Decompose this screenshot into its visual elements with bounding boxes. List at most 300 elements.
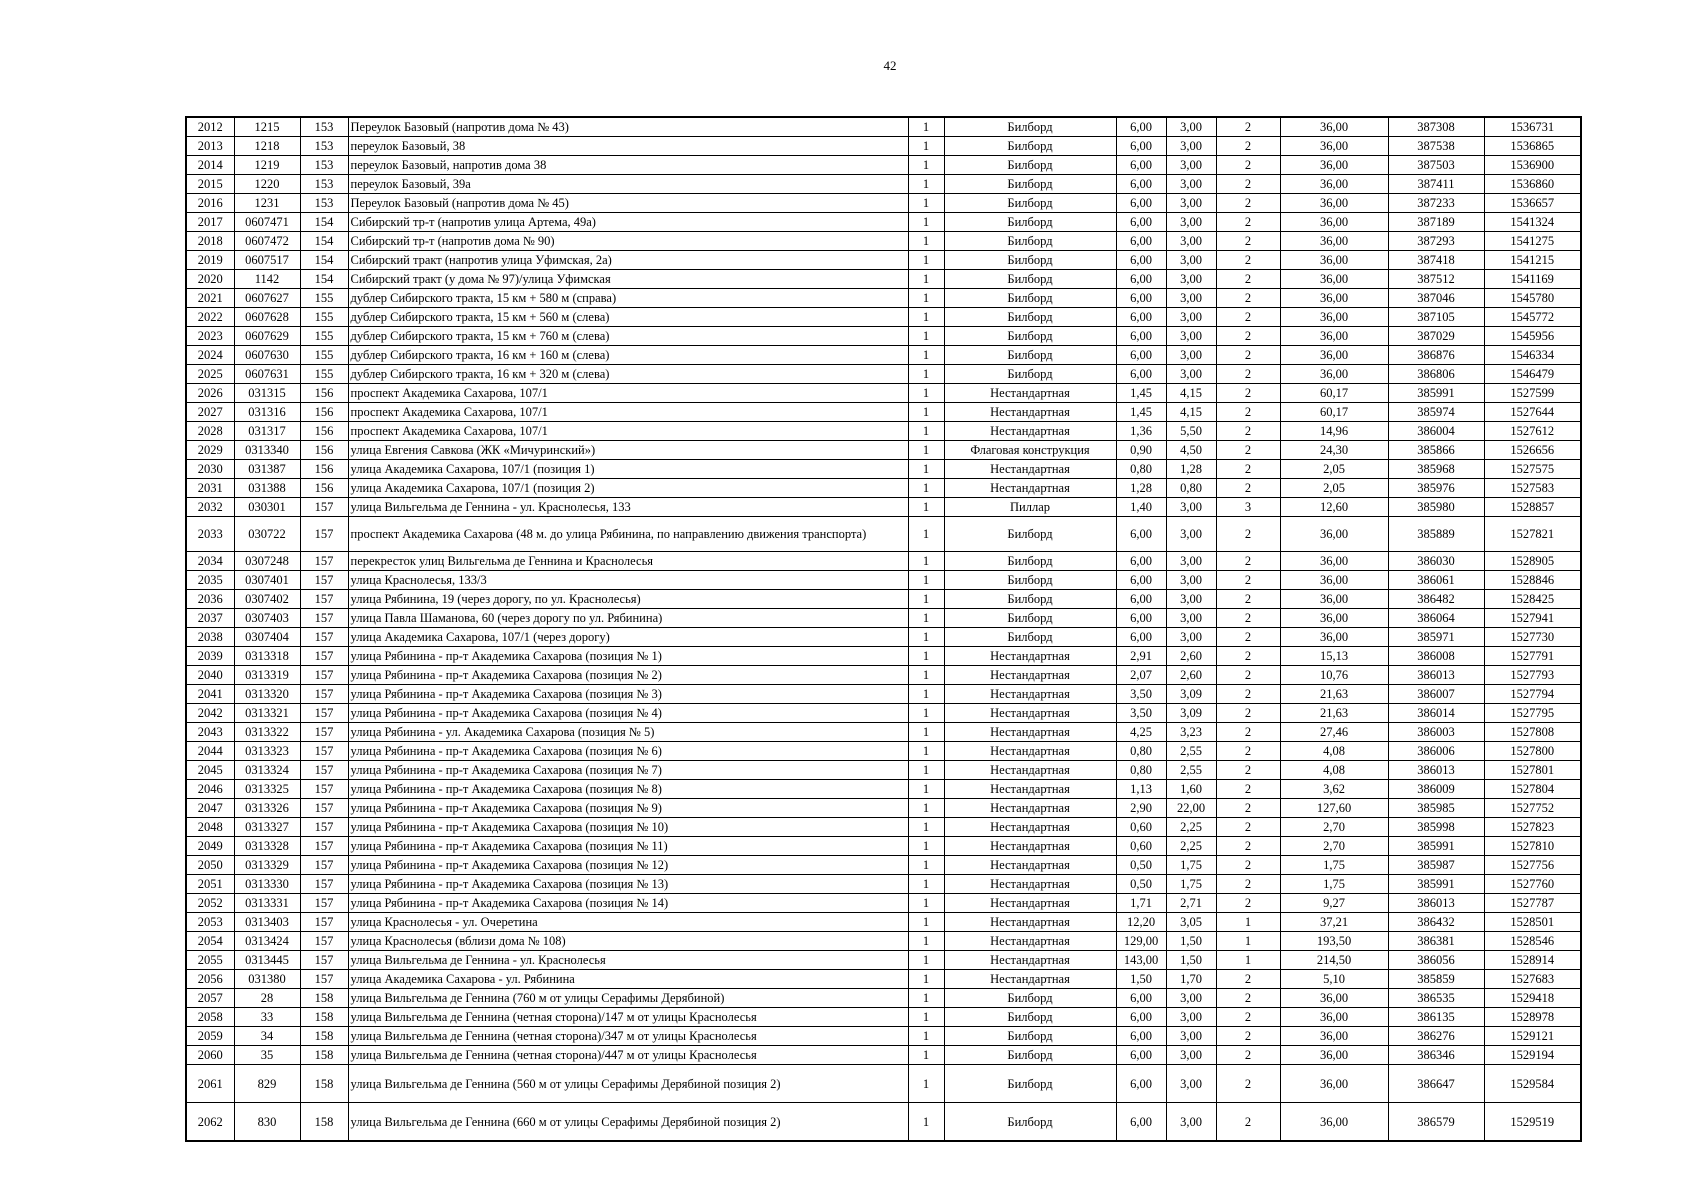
cell-sides-count: 1 (908, 685, 944, 704)
cell-coord-x: 386061 (1388, 571, 1484, 590)
cell-area: 14,96 (1280, 422, 1388, 441)
cell-construction-type: Билборд (944, 365, 1116, 384)
table-row (186, 251, 1581, 270)
cell-faces: 2 (1216, 289, 1280, 308)
cell-width: 4,25 (1116, 723, 1166, 742)
cell-coord-y: 1527644 (1484, 403, 1581, 422)
cell-height: 3,00 (1166, 270, 1216, 289)
cell-width: 0,60 (1116, 837, 1166, 856)
cell-area: 4,08 (1280, 742, 1388, 761)
cell-address: улица Академика Сахарова, 107/1 (позиция 1) (348, 460, 908, 479)
cell-coord-x: 386276 (1388, 1027, 1484, 1046)
cell-faces: 2 (1216, 384, 1280, 403)
cell-coord-y: 1527821 (1484, 517, 1581, 552)
cell-construction-type: Нестандартная (944, 742, 1116, 761)
cell-row-number: 2053 (186, 913, 234, 932)
cell-zone-number: 158 (300, 1065, 348, 1103)
table-row (186, 571, 1581, 590)
cell-coord-x: 385998 (1388, 818, 1484, 837)
cell-area: 127,60 (1280, 799, 1388, 818)
cell-area: 214,50 (1280, 951, 1388, 970)
cell-registry-id: 0607629 (234, 327, 300, 346)
cell-zone-number: 157 (300, 704, 348, 723)
cell-registry-id: 0313328 (234, 837, 300, 856)
cell-coord-x: 387029 (1388, 327, 1484, 346)
cell-zone-number: 157 (300, 571, 348, 590)
cell-zone-number: 156 (300, 479, 348, 498)
cell-zone-number: 158 (300, 989, 348, 1008)
cell-faces: 2 (1216, 780, 1280, 799)
cell-coord-y: 1528857 (1484, 498, 1581, 517)
cell-zone-number: 157 (300, 932, 348, 951)
cell-coord-x: 386030 (1388, 552, 1484, 571)
cell-construction-type: Билборд (944, 308, 1116, 327)
cell-sides-count: 1 (908, 894, 944, 913)
cell-sides-count: 1 (908, 232, 944, 251)
cell-coord-x: 386007 (1388, 685, 1484, 704)
cell-height: 3,00 (1166, 175, 1216, 194)
cell-zone-number: 153 (300, 194, 348, 213)
cell-area: 2,70 (1280, 818, 1388, 837)
table-body (186, 117, 1581, 1141)
cell-coord-x: 386004 (1388, 422, 1484, 441)
cell-height: 3,00 (1166, 1008, 1216, 1027)
cell-sides-count: 1 (908, 289, 944, 308)
cell-height: 22,00 (1166, 799, 1216, 818)
cell-zone-number: 157 (300, 875, 348, 894)
cell-height: 0,80 (1166, 479, 1216, 498)
cell-address: улица Рябинина - пр-т Академика Сахарова (позиция № 10) (348, 818, 908, 837)
cell-construction-type: Билборд (944, 552, 1116, 571)
cell-faces: 2 (1216, 1008, 1280, 1027)
table-row (186, 970, 1581, 989)
cell-zone-number: 156 (300, 460, 348, 479)
cell-faces: 2 (1216, 989, 1280, 1008)
table-row (186, 1027, 1581, 1046)
cell-sides-count: 1 (908, 346, 944, 365)
cell-height: 1,60 (1166, 780, 1216, 799)
cell-width: 6,00 (1116, 628, 1166, 647)
cell-row-number: 2042 (186, 704, 234, 723)
cell-construction-type: Билборд (944, 1103, 1116, 1142)
table-row (186, 951, 1581, 970)
cell-coord-x: 387233 (1388, 194, 1484, 213)
cell-address: дублер Сибирского тракта, 16 км + 160 м (слева) (348, 346, 908, 365)
cell-address: дублер Сибирского тракта, 15 км + 580 м (справа) (348, 289, 908, 308)
cell-zone-number: 156 (300, 422, 348, 441)
cell-coord-x: 387308 (1388, 117, 1484, 137)
cell-area: 36,00 (1280, 251, 1388, 270)
table-row (186, 498, 1581, 517)
cell-faces: 2 (1216, 628, 1280, 647)
cell-construction-type: Нестандартная (944, 875, 1116, 894)
cell-zone-number: 157 (300, 628, 348, 647)
cell-zone-number: 157 (300, 552, 348, 571)
cell-registry-id: 830 (234, 1103, 300, 1142)
cell-coord-y: 1527612 (1484, 422, 1581, 441)
cell-row-number: 2061 (186, 1065, 234, 1103)
cell-address: улица Рябинина - пр-т Академика Сахарова (позиция № 9) (348, 799, 908, 818)
cell-construction-type: Билборд (944, 137, 1116, 156)
cell-registry-id: 0313318 (234, 647, 300, 666)
cell-registry-id: 0313325 (234, 780, 300, 799)
cell-sides-count: 1 (908, 479, 944, 498)
table-row (186, 647, 1581, 666)
cell-sides-count: 1 (908, 723, 944, 742)
cell-construction-type: Билборд (944, 590, 1116, 609)
cell-area: 37,21 (1280, 913, 1388, 932)
cell-area: 36,00 (1280, 552, 1388, 571)
cell-row-number: 2021 (186, 289, 234, 308)
cell-coord-x: 386006 (1388, 742, 1484, 761)
cell-sides-count: 1 (908, 1046, 944, 1065)
cell-row-number: 2025 (186, 365, 234, 384)
cell-row-number: 2052 (186, 894, 234, 913)
cell-address: улица Рябинина - пр-т Академика Сахарова (позиция № 3) (348, 685, 908, 704)
cell-address: проспект Академика Сахарова (48 м. до улица Рябинина, по направлению движения транспорта) (348, 517, 908, 552)
cell-coord-x: 386003 (1388, 723, 1484, 742)
cell-row-number: 2028 (186, 422, 234, 441)
cell-sides-count: 1 (908, 932, 944, 951)
cell-zone-number: 157 (300, 590, 348, 609)
cell-zone-number: 158 (300, 1008, 348, 1027)
cell-height: 1,28 (1166, 460, 1216, 479)
cell-height: 2,60 (1166, 647, 1216, 666)
cell-address: улица Павла Шаманова, 60 (через дорогу по ул. Рябинина) (348, 609, 908, 628)
cell-width: 1,13 (1116, 780, 1166, 799)
cell-construction-type: Билборд (944, 289, 1116, 308)
cell-width: 6,00 (1116, 308, 1166, 327)
cell-zone-number: 157 (300, 647, 348, 666)
cell-faces: 2 (1216, 517, 1280, 552)
cell-registry-id: 030722 (234, 517, 300, 552)
cell-height: 3,00 (1166, 289, 1216, 308)
cell-height: 3,05 (1166, 913, 1216, 932)
cell-area: 36,00 (1280, 308, 1388, 327)
cell-sides-count: 1 (908, 1103, 944, 1142)
cell-faces: 2 (1216, 1065, 1280, 1103)
cell-registry-id: 0313331 (234, 894, 300, 913)
cell-registry-id: 0607517 (234, 251, 300, 270)
cell-area: 36,00 (1280, 137, 1388, 156)
cell-height: 3,00 (1166, 571, 1216, 590)
cell-width: 1,28 (1116, 479, 1166, 498)
table-row (186, 346, 1581, 365)
cell-construction-type: Нестандартная (944, 970, 1116, 989)
cell-area: 9,27 (1280, 894, 1388, 913)
table-row (186, 137, 1581, 156)
cell-area: 36,00 (1280, 232, 1388, 251)
cell-row-number: 2020 (186, 270, 234, 289)
cell-width: 6,00 (1116, 590, 1166, 609)
table-row (186, 194, 1581, 213)
cell-faces: 2 (1216, 590, 1280, 609)
cell-width: 6,00 (1116, 1046, 1166, 1065)
cell-zone-number: 157 (300, 761, 348, 780)
cell-width: 0,50 (1116, 856, 1166, 875)
cell-row-number: 2045 (186, 761, 234, 780)
cell-address: улица Рябинина - пр-т Академика Сахарова (позиция № 11) (348, 837, 908, 856)
cell-construction-type: Нестандартная (944, 384, 1116, 403)
cell-coord-y: 1546334 (1484, 346, 1581, 365)
cell-coord-x: 386876 (1388, 346, 1484, 365)
table-row (186, 780, 1581, 799)
table-row (186, 479, 1581, 498)
table-row (186, 837, 1581, 856)
cell-coord-y: 1527808 (1484, 723, 1581, 742)
cell-coord-y: 1546479 (1484, 365, 1581, 384)
cell-sides-count: 1 (908, 422, 944, 441)
cell-width: 0,80 (1116, 742, 1166, 761)
table-row (186, 517, 1581, 552)
cell-registry-id: 0607631 (234, 365, 300, 384)
cell-area: 36,00 (1280, 327, 1388, 346)
cell-coord-y: 1528978 (1484, 1008, 1581, 1027)
cell-registry-id: 1220 (234, 175, 300, 194)
cell-sides-count: 1 (908, 666, 944, 685)
cell-area: 12,60 (1280, 498, 1388, 517)
cell-construction-type: Билборд (944, 628, 1116, 647)
cell-coord-x: 386064 (1388, 609, 1484, 628)
cell-zone-number: 155 (300, 289, 348, 308)
cell-area: 36,00 (1280, 1103, 1388, 1142)
cell-zone-number: 158 (300, 1103, 348, 1142)
cell-row-number: 2024 (186, 346, 234, 365)
cell-registry-id: 0607472 (234, 232, 300, 251)
cell-coord-x: 386647 (1388, 1065, 1484, 1103)
cell-height: 3,00 (1166, 232, 1216, 251)
cell-faces: 2 (1216, 1046, 1280, 1065)
cell-address: Сибирский тр-т (напротив улица Артема, 49а) (348, 213, 908, 232)
cell-area: 5,10 (1280, 970, 1388, 989)
cell-registry-id: 0307402 (234, 590, 300, 609)
cell-coord-y: 1541275 (1484, 232, 1581, 251)
cell-width: 6,00 (1116, 1008, 1166, 1027)
cell-row-number: 2017 (186, 213, 234, 232)
cell-address: улица Рябинина - пр-т Академика Сахарова (позиция № 8) (348, 780, 908, 799)
cell-address: переулок Базовый, напротив дома 38 (348, 156, 908, 175)
cell-row-number: 2051 (186, 875, 234, 894)
cell-row-number: 2013 (186, 137, 234, 156)
table-row (186, 213, 1581, 232)
cell-row-number: 2030 (186, 460, 234, 479)
cell-sides-count: 1 (908, 403, 944, 422)
cell-coord-y: 1536657 (1484, 194, 1581, 213)
cell-registry-id: 1231 (234, 194, 300, 213)
cell-width: 6,00 (1116, 175, 1166, 194)
cell-coord-y: 1527800 (1484, 742, 1581, 761)
cell-sides-count: 1 (908, 742, 944, 761)
cell-coord-y: 1545956 (1484, 327, 1581, 346)
table-row (186, 742, 1581, 761)
cell-sides-count: 1 (908, 837, 944, 856)
cell-construction-type: Билборд (944, 327, 1116, 346)
cell-height: 3,00 (1166, 590, 1216, 609)
cell-address: улица Академика Сахарова, 107/1 (позиция 2) (348, 479, 908, 498)
cell-sides-count: 1 (908, 117, 944, 137)
cell-row-number: 2056 (186, 970, 234, 989)
cell-row-number: 2032 (186, 498, 234, 517)
cell-registry-id: 0313321 (234, 704, 300, 723)
cell-sides-count: 1 (908, 875, 944, 894)
cell-registry-id: 031387 (234, 460, 300, 479)
cell-construction-type: Билборд (944, 1046, 1116, 1065)
table-row (186, 1103, 1581, 1142)
cell-zone-number: 153 (300, 117, 348, 137)
cell-faces: 2 (1216, 723, 1280, 742)
cell-faces: 2 (1216, 609, 1280, 628)
cell-address: улица Рябинина - пр-т Академика Сахарова (позиция № 12) (348, 856, 908, 875)
cell-address: проспект Академика Сахарова, 107/1 (348, 422, 908, 441)
cell-height: 2,25 (1166, 818, 1216, 837)
cell-registry-id: 0313320 (234, 685, 300, 704)
cell-area: 2,05 (1280, 479, 1388, 498)
cell-sides-count: 1 (908, 856, 944, 875)
table-row (186, 989, 1581, 1008)
cell-zone-number: 157 (300, 666, 348, 685)
cell-width: 3,50 (1116, 704, 1166, 723)
cell-zone-number: 157 (300, 818, 348, 837)
cell-zone-number: 157 (300, 894, 348, 913)
table-row (186, 875, 1581, 894)
cell-width: 129,00 (1116, 932, 1166, 951)
cell-coord-y: 1527760 (1484, 875, 1581, 894)
cell-registry-id: 031388 (234, 479, 300, 498)
cell-width: 2,07 (1116, 666, 1166, 685)
cell-registry-id: 1142 (234, 270, 300, 289)
cell-registry-id: 031317 (234, 422, 300, 441)
cell-construction-type: Билборд (944, 1008, 1116, 1027)
cell-faces: 2 (1216, 666, 1280, 685)
cell-coord-y: 1541215 (1484, 251, 1581, 270)
cell-faces: 2 (1216, 894, 1280, 913)
table-row (186, 894, 1581, 913)
cell-zone-number: 156 (300, 384, 348, 403)
cell-width: 2,90 (1116, 799, 1166, 818)
cell-height: 3,00 (1166, 609, 1216, 628)
cell-width: 6,00 (1116, 571, 1166, 590)
cell-construction-type: Билборд (944, 213, 1116, 232)
cell-construction-type: Билборд (944, 1027, 1116, 1046)
cell-row-number: 2036 (186, 590, 234, 609)
cell-height: 3,00 (1166, 251, 1216, 270)
cell-area: 21,63 (1280, 685, 1388, 704)
cell-coord-y: 1527575 (1484, 460, 1581, 479)
cell-construction-type: Нестандартная (944, 761, 1116, 780)
cell-coord-x: 385976 (1388, 479, 1484, 498)
cell-coord-y: 1529418 (1484, 989, 1581, 1008)
cell-coord-y: 1528914 (1484, 951, 1581, 970)
cell-zone-number: 157 (300, 723, 348, 742)
cell-sides-count: 1 (908, 951, 944, 970)
cell-address: улица Рябинина - пр-т Академика Сахарова (позиция № 2) (348, 666, 908, 685)
cell-row-number: 2057 (186, 989, 234, 1008)
cell-zone-number: 155 (300, 346, 348, 365)
cell-registry-id: 0307403 (234, 609, 300, 628)
cell-address: улица Вильгельма де Геннина (560 м от улицы Серафимы Дерябиной позиция 2) (348, 1065, 908, 1103)
cell-construction-type: Нестандартная (944, 837, 1116, 856)
cell-address: дублер Сибирского тракта, 16 км + 320 м (слева) (348, 365, 908, 384)
cell-coord-x: 385974 (1388, 403, 1484, 422)
cell-sides-count: 1 (908, 1008, 944, 1027)
cell-zone-number: 157 (300, 685, 348, 704)
cell-sides-count: 1 (908, 647, 944, 666)
cell-construction-type: Нестандартная (944, 932, 1116, 951)
cell-address: улица Рябинина - пр-т Академика Сахарова (позиция № 14) (348, 894, 908, 913)
cell-sides-count: 1 (908, 704, 944, 723)
table-row (186, 818, 1581, 837)
cell-row-number: 2016 (186, 194, 234, 213)
cell-row-number: 2027 (186, 403, 234, 422)
cell-construction-type: Билборд (944, 346, 1116, 365)
table-row (186, 856, 1581, 875)
cell-height: 3,00 (1166, 137, 1216, 156)
cell-registry-id: 0607627 (234, 289, 300, 308)
cell-faces: 2 (1216, 875, 1280, 894)
cell-construction-type: Нестандартная (944, 894, 1116, 913)
cell-coord-x: 385985 (1388, 799, 1484, 818)
cell-faces: 2 (1216, 308, 1280, 327)
cell-address: Сибирский тр-т (напротив дома № 90) (348, 232, 908, 251)
cell-address: улица Евгения Савкова (ЖК «Мичуринский») (348, 441, 908, 460)
cell-registry-id: 0307404 (234, 628, 300, 647)
cell-registry-id: 34 (234, 1027, 300, 1046)
cell-sides-count: 1 (908, 270, 944, 289)
cell-registry-id: 0313327 (234, 818, 300, 837)
cell-construction-type: Билборд (944, 989, 1116, 1008)
cell-coord-x: 386013 (1388, 666, 1484, 685)
cell-row-number: 2041 (186, 685, 234, 704)
cell-zone-number: 157 (300, 517, 348, 552)
cell-faces: 2 (1216, 704, 1280, 723)
cell-coord-x: 386381 (1388, 932, 1484, 951)
cell-coord-y: 1541169 (1484, 270, 1581, 289)
cell-zone-number: 153 (300, 156, 348, 175)
cell-height: 3,23 (1166, 723, 1216, 742)
cell-sides-count: 1 (908, 460, 944, 479)
cell-height: 3,00 (1166, 346, 1216, 365)
cell-area: 193,50 (1280, 932, 1388, 951)
cell-faces: 2 (1216, 742, 1280, 761)
cell-row-number: 2047 (186, 799, 234, 818)
cell-coord-y: 1541324 (1484, 213, 1581, 232)
cell-height: 1,75 (1166, 875, 1216, 894)
cell-coord-y: 1529519 (1484, 1103, 1581, 1142)
cell-height: 1,50 (1166, 932, 1216, 951)
cell-width: 0,50 (1116, 875, 1166, 894)
cell-width: 6,00 (1116, 365, 1166, 384)
cell-construction-type: Флаговая конструкция (944, 441, 1116, 460)
cell-faces: 1 (1216, 913, 1280, 932)
table-row (186, 723, 1581, 742)
cell-height: 3,00 (1166, 1046, 1216, 1065)
cell-height: 3,00 (1166, 327, 1216, 346)
cell-width: 1,50 (1116, 970, 1166, 989)
cell-sides-count: 1 (908, 517, 944, 552)
cell-row-number: 2054 (186, 932, 234, 951)
cell-coord-y: 1527683 (1484, 970, 1581, 989)
cell-zone-number: 157 (300, 970, 348, 989)
cell-area: 36,00 (1280, 590, 1388, 609)
table-row (186, 609, 1581, 628)
cell-coord-y: 1527941 (1484, 609, 1581, 628)
cell-coord-y: 1527756 (1484, 856, 1581, 875)
cell-area: 36,00 (1280, 156, 1388, 175)
cell-width: 1,36 (1116, 422, 1166, 441)
cell-registry-id: 0307401 (234, 571, 300, 590)
cell-registry-id: 0313326 (234, 799, 300, 818)
cell-faces: 2 (1216, 1027, 1280, 1046)
